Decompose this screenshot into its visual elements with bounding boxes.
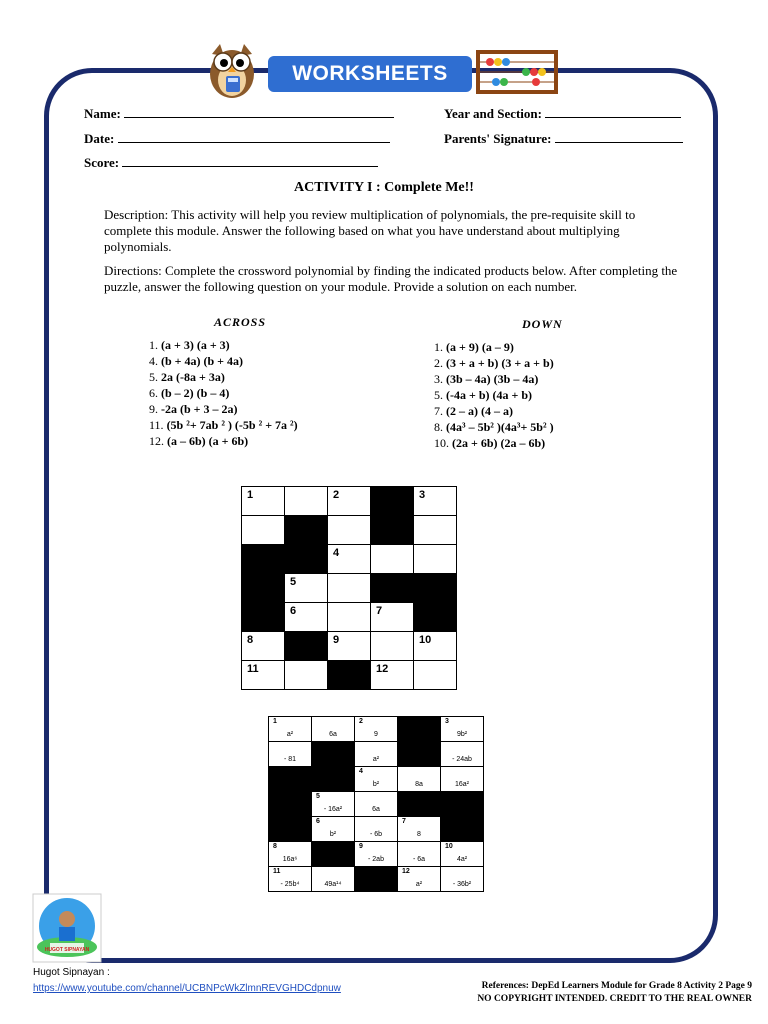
answer-blocked-cell xyxy=(269,792,312,817)
score-field xyxy=(84,154,378,171)
crossword-cell[interactable] xyxy=(328,545,371,574)
answer-cell xyxy=(398,817,441,842)
down-clue-number: 1. xyxy=(434,340,443,354)
blocked-cell xyxy=(371,487,414,516)
answer-cell-number: 11 xyxy=(273,868,281,875)
answer-cell-number: 4 xyxy=(359,768,363,775)
down-clue-text: (2 – a) (4 – a) xyxy=(446,404,513,418)
answer-cell xyxy=(269,867,312,892)
cell-number: 2 xyxy=(333,489,340,501)
answer-cell xyxy=(355,792,398,817)
answer-blocked-cell xyxy=(441,817,484,842)
crossword-cell[interactable] xyxy=(242,661,285,690)
cell-number: 11 xyxy=(247,663,259,675)
down-clue-number: 10. xyxy=(434,436,449,450)
parents-signature-input-line[interactable] xyxy=(555,130,683,143)
answer-cell-value: - 6b xyxy=(369,831,383,838)
down-clue-number: 3. xyxy=(434,372,443,386)
crossword-puzzle-grid xyxy=(241,486,457,690)
parents-signature-field xyxy=(444,130,683,147)
answer-cell xyxy=(355,817,398,842)
down-clue-number: 8. xyxy=(434,420,443,434)
down-clue xyxy=(434,388,532,403)
answer-cell-value: 6a xyxy=(372,806,380,813)
cell-number: 6 xyxy=(290,605,297,617)
cell-number: 1 xyxy=(247,489,254,501)
answer-cell-number: 5 xyxy=(316,793,320,800)
answer-cell-number: 7 xyxy=(402,818,406,825)
across-clue xyxy=(149,370,225,385)
across-clue xyxy=(149,402,238,417)
down-clue-text: (3b – 4a) (3b – 4a) xyxy=(446,372,539,386)
blocked-cell xyxy=(371,574,414,603)
crossword-cell[interactable] xyxy=(328,574,371,603)
answer-cell-value: 8a xyxy=(415,781,423,788)
cell-number: 12 xyxy=(376,663,389,675)
crossword-cell[interactable] xyxy=(414,661,457,690)
answer-cell-value: - 6a xyxy=(412,856,426,863)
answer-cell-number: 12 xyxy=(402,868,410,875)
year-section-label: Year and Section: xyxy=(444,106,542,121)
answer-cell-value: 49a¹⁴ xyxy=(324,881,342,888)
answer-cell xyxy=(312,867,355,892)
blocked-cell xyxy=(371,516,414,545)
answer-blocked-cell xyxy=(355,867,398,892)
answer-cell-number: 3 xyxy=(445,718,449,725)
down-clue-number: 5. xyxy=(434,388,443,402)
answer-cell-number: 9 xyxy=(359,843,363,850)
answer-cell-number: 10 xyxy=(445,843,453,850)
crossword-cell[interactable] xyxy=(414,632,457,661)
answer-cell xyxy=(398,842,441,867)
copyright-line: NO COPYRIGHT INTENDED. CREDIT TO THE REAL OWNER xyxy=(477,994,752,1004)
answer-blocked-cell xyxy=(398,742,441,767)
across-clue xyxy=(149,386,229,401)
references-note xyxy=(477,980,752,1006)
abacus-icon xyxy=(476,50,558,94)
crossword-cell[interactable] xyxy=(328,516,371,545)
answer-blocked-cell xyxy=(398,792,441,817)
answer-cell xyxy=(269,742,312,767)
answer-blocked-cell xyxy=(312,767,355,792)
crossword-cell[interactable] xyxy=(285,574,328,603)
across-clue-number: 9. xyxy=(149,402,158,416)
crossword-cell[interactable] xyxy=(328,632,371,661)
answer-cell xyxy=(269,842,312,867)
across-clue xyxy=(149,434,248,449)
date-label: Date: xyxy=(84,131,115,146)
answer-cell-number: 1 xyxy=(273,718,277,725)
blocked-cell xyxy=(242,574,285,603)
blocked-cell xyxy=(285,632,328,661)
answer-cell-value: - 24ab xyxy=(452,756,472,763)
crossword-cell[interactable] xyxy=(328,603,371,632)
cell-number: 3 xyxy=(419,489,426,501)
crossword-cell[interactable] xyxy=(242,632,285,661)
down-clue-number: 7. xyxy=(434,404,443,418)
answer-cell xyxy=(441,842,484,867)
across-clue-text: 2a (-8a + 3a) xyxy=(161,370,225,384)
year-section-field xyxy=(444,105,681,122)
blocked-cell xyxy=(285,516,328,545)
year-section-input-line[interactable] xyxy=(545,105,681,118)
owl-mascot-icon xyxy=(200,40,264,100)
answer-cell xyxy=(355,767,398,792)
down-clue-text: (4a³ – 5b² )(4a³+ 5b² ) xyxy=(446,420,554,434)
down-clue-number: 2. xyxy=(434,356,443,370)
answer-cell-value: - 16a² xyxy=(323,806,343,813)
answer-cell-value: 9b² xyxy=(456,731,468,738)
answer-blocked-cell xyxy=(441,792,484,817)
down-clue xyxy=(434,356,554,371)
answer-key-grid xyxy=(268,716,484,892)
name-input-line[interactable] xyxy=(124,105,394,118)
answer-cell xyxy=(312,717,355,742)
across-clue-number: 1. xyxy=(149,338,158,352)
answer-cell-number: 2 xyxy=(359,718,363,725)
down-clue xyxy=(434,340,514,355)
answer-cell xyxy=(355,742,398,767)
crossword-cell[interactable] xyxy=(414,487,457,516)
activity-description: Description: This activity will help you review multiplication of polynomials, the pre-requisite skill to complete this module. Answer the following based on what you have understand about multiplying polynomials. xyxy=(104,207,636,254)
crossword-cell[interactable] xyxy=(242,487,285,516)
answer-cell xyxy=(312,817,355,842)
down-clue xyxy=(434,404,513,419)
cell-number: 10 xyxy=(419,634,432,646)
crossword-cell[interactable] xyxy=(242,516,285,545)
date-field xyxy=(84,130,390,147)
blocked-cell xyxy=(328,661,371,690)
blocked-cell xyxy=(414,574,457,603)
down-clue xyxy=(434,420,554,435)
down-clue-text: (a + 9) (a – 9) xyxy=(446,340,514,354)
crossword-cell[interactable] xyxy=(371,545,414,574)
blocked-cell xyxy=(285,545,328,574)
answer-cell xyxy=(441,867,484,892)
down-clue xyxy=(434,372,538,387)
crossword-cell[interactable] xyxy=(414,516,457,545)
answer-blocked-cell xyxy=(269,817,312,842)
answer-cell xyxy=(355,842,398,867)
cell-number: 9 xyxy=(333,634,340,646)
answer-cell-value: 4a² xyxy=(456,856,468,863)
answer-cell-value: - 2ab xyxy=(368,856,384,863)
svg-text:HUGOT SIPNAYAN: HUGOT SIPNAYAN xyxy=(44,947,90,953)
answer-cell-value: - 25b⁴ xyxy=(280,881,300,888)
hugot-sipnayan-logo xyxy=(32,893,102,963)
answer-cell-value: 16a⁶ xyxy=(282,856,298,863)
across-clue-text: -2a (b + 3 – 2a) xyxy=(161,402,238,416)
answer-cell xyxy=(398,867,441,892)
answer-cell-value: a² xyxy=(372,756,380,763)
down-clue-text: (-4a + b) (4a + b) xyxy=(446,388,533,402)
across-clue-text: (5b ²+ 7ab ² ) (-5b ² + 7a ²) xyxy=(166,418,298,432)
across-clue xyxy=(149,338,230,353)
cell-number: 7 xyxy=(376,605,383,617)
answer-cell-number: 6 xyxy=(316,818,320,825)
activity-directions: Directions: Complete the crossword polynomial by finding the indicated products below. After completing the puzzle, answer the following question on your module. Provide a solution on each number. xyxy=(104,263,678,294)
crossword-cell[interactable] xyxy=(285,603,328,632)
name-field xyxy=(84,105,394,122)
answer-cell xyxy=(355,717,398,742)
answer-cell-value: - 81 xyxy=(283,756,297,763)
answer-cell xyxy=(441,717,484,742)
answer-cell-value: 6a xyxy=(329,731,337,738)
answer-cell-value: 9 xyxy=(374,731,378,738)
answer-cell xyxy=(269,717,312,742)
blocked-cell xyxy=(242,545,285,574)
cell-number: 5 xyxy=(290,576,297,588)
score-label: Score: xyxy=(84,155,120,170)
down-heading: DOWN xyxy=(522,317,563,331)
answer-cell xyxy=(398,767,441,792)
blocked-cell xyxy=(242,603,285,632)
across-clue-number: 12. xyxy=(149,434,164,448)
answer-cell-value: 8 xyxy=(417,831,421,838)
across-clue-number: 11. xyxy=(149,418,164,432)
answer-cell xyxy=(441,742,484,767)
across-clue-number: 4. xyxy=(149,354,158,368)
crossword-cell[interactable] xyxy=(328,487,371,516)
crossword-cell[interactable] xyxy=(371,603,414,632)
answer-blocked-cell xyxy=(269,767,312,792)
references-line: References: DepEd Learners Module for Grade 8 Activity 2 Page 9 xyxy=(481,981,752,991)
across-clue-text: (b – 2) (b – 4) xyxy=(161,386,230,400)
cell-number: 8 xyxy=(247,634,254,646)
date-input-line[interactable] xyxy=(118,130,390,143)
answer-blocked-cell xyxy=(398,717,441,742)
activity-title: ACTIVITY I : Complete Me!! xyxy=(294,180,474,195)
across-clue-text: (b + 4a) (b + 4a) xyxy=(161,354,244,368)
answer-cell-value: b² xyxy=(372,781,380,788)
footer-author: Hugot Sipnayan : xyxy=(33,967,110,978)
across-clue-number: 5. xyxy=(149,370,158,384)
across-clue-text: (a + 3) (a + 3) xyxy=(161,338,230,352)
across-clue-text: (a – 6b) (a + 6b) xyxy=(167,434,249,448)
across-heading: ACROSS xyxy=(214,315,267,329)
answer-cell-value: b² xyxy=(329,831,337,838)
answer-cell-number: 8 xyxy=(273,843,277,850)
name-label: Name: xyxy=(84,106,121,121)
across-clue xyxy=(149,354,243,369)
crossword-cell[interactable] xyxy=(285,487,328,516)
answer-cell xyxy=(312,792,355,817)
answer-cell-value: 16a² xyxy=(454,781,469,788)
down-clue xyxy=(434,436,545,451)
answer-blocked-cell xyxy=(312,742,355,767)
answer-blocked-cell xyxy=(312,842,355,867)
youtube-channel-link[interactable]: https://www.youtube.com/channel/UCBNPcWkZlmnREVGHDCdpnuw xyxy=(33,983,341,994)
answer-cell-value: - 36b² xyxy=(452,881,472,888)
crossword-cell[interactable] xyxy=(371,632,414,661)
cell-number: 4 xyxy=(333,547,340,559)
down-clue-text: (3 + a + b) (3 + a + b) xyxy=(446,356,554,370)
crossword-cell[interactable] xyxy=(414,545,457,574)
worksheets-banner: WORKSHEETS xyxy=(268,56,472,92)
parents-signature-label: Parents' Signature: xyxy=(444,131,552,146)
answer-cell-value: a² xyxy=(415,881,423,888)
blocked-cell xyxy=(414,603,457,632)
across-clue xyxy=(149,418,298,433)
down-clue-text: (2a + 6b) (2a – 6b) xyxy=(452,436,546,450)
crossword-cell[interactable] xyxy=(371,661,414,690)
answer-cell xyxy=(441,767,484,792)
across-clue-number: 6. xyxy=(149,386,158,400)
answer-cell-value: a² xyxy=(286,731,294,738)
crossword-cell[interactable] xyxy=(285,661,328,690)
score-input-line[interactable] xyxy=(122,154,378,167)
